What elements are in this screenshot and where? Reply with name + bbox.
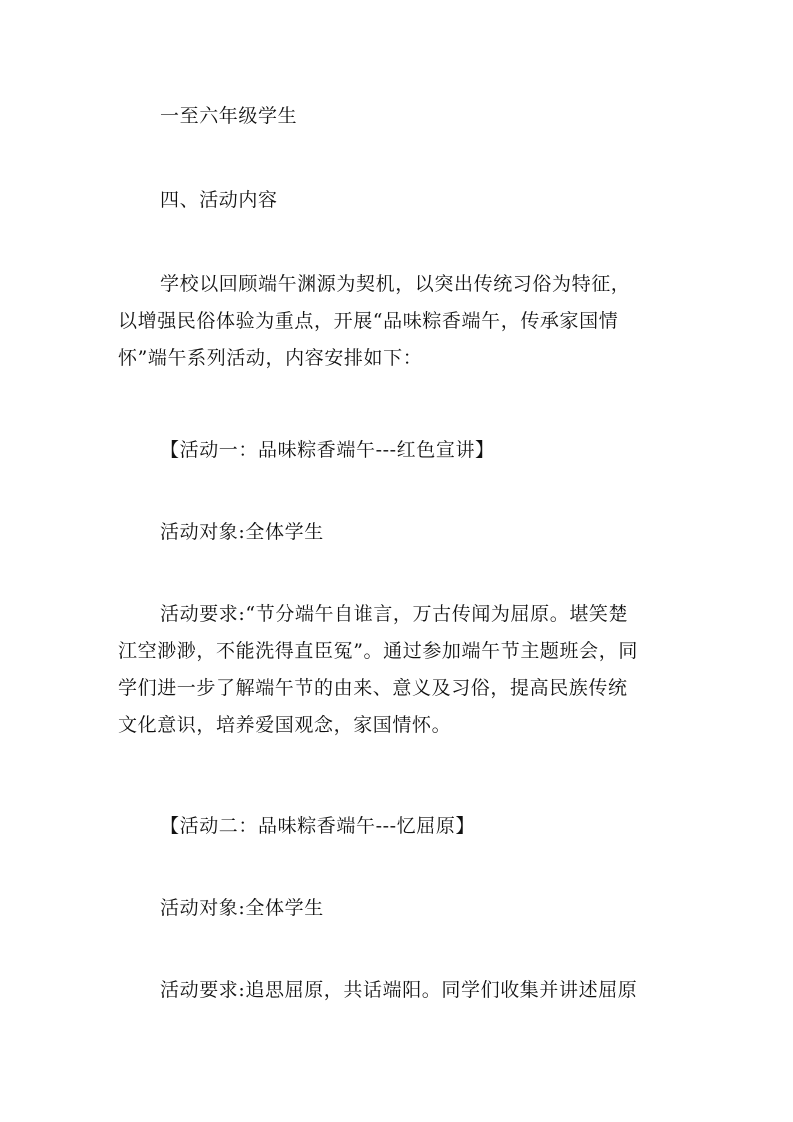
text-line: 活动要求:“节分端午自谁言，万古传闻为屈原。堪笑楚 (160, 603, 629, 625)
text-line: 【活动二：品味粽香端午---忆屈原】 (160, 815, 476, 837)
participants-paragraph (118, 98, 683, 135)
activity-one-target (118, 514, 683, 551)
text-line: 活动要求:追思屈原，共话端阳。同学们收集并讲述屈原 (160, 979, 638, 1001)
text-line: 以增强民俗体验为重点，开展“品味粽香端午，传承家国情 (118, 310, 619, 332)
activity-two-heading (118, 808, 683, 845)
text-line: 活动对象:全体学生 (160, 897, 324, 919)
activity-one-heading (118, 432, 683, 469)
text-line: 四、活动内容 (160, 189, 278, 211)
text-line: 活动对象:全体学生 (160, 521, 324, 543)
text-line: 文化意识，培养爱国观念，家国情怀。 (118, 714, 452, 736)
text-line: 怀”端午系列活动，内容安排如下： (118, 347, 423, 369)
text-line: 学校以回顾端午渊源为契机，以突出传统习俗为特征， (160, 273, 631, 295)
activity-two-target (118, 890, 683, 927)
activity-one-requirements (118, 596, 683, 744)
section-heading-activity-content (118, 182, 683, 219)
text-line: 学们进一步了解端午节的由来、意义及习俗，提高民族传统 (118, 677, 628, 699)
intro-paragraph (118, 266, 683, 377)
text-line: 【活动一：品味粽香端午---红色宣讲】 (160, 439, 495, 461)
activity-two-requirements (118, 972, 683, 1009)
text-line: 一至六年级学生 (160, 105, 298, 127)
text-line: 江空渺渺，不能洗得直臣冤”。通过参加端午节主题班会，同 (118, 640, 638, 662)
